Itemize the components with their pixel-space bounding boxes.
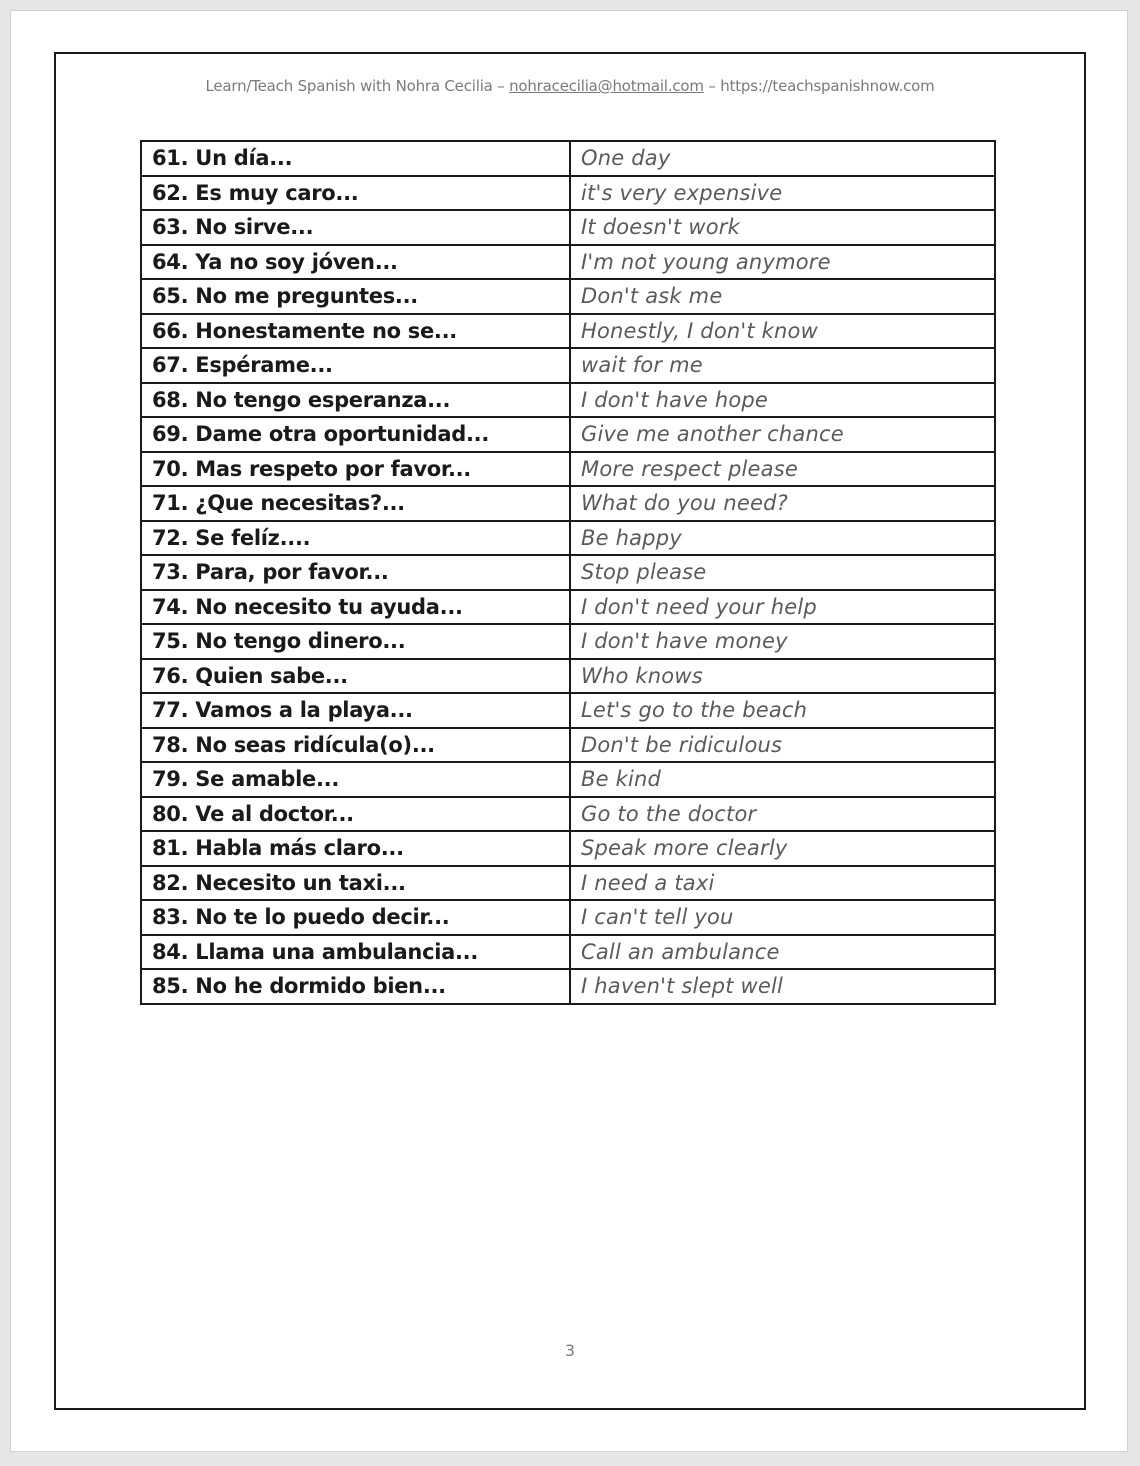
english-translation: Speak more clearly — [570, 831, 995, 866]
table-row — [141, 279, 995, 314]
english-translation: Let's go to the beach — [570, 693, 995, 728]
spanish-phrase: 61. Un día... — [141, 141, 570, 176]
english-translation: It doesn't work — [570, 210, 995, 245]
table-row — [141, 348, 995, 383]
table-row — [141, 797, 995, 832]
table-row — [141, 693, 995, 728]
table-row — [141, 900, 995, 935]
spanish-phrase: 85. No he dormido bien... — [141, 969, 570, 1004]
english-translation: Call an ambulance — [570, 935, 995, 970]
spanish-phrase: 80. Ve al doctor... — [141, 797, 570, 832]
spanish-phrase: 84. Llama una ambulancia... — [141, 935, 570, 970]
spanish-phrase: 63. No sirve... — [141, 210, 570, 245]
english-translation: One day — [570, 141, 995, 176]
english-translation: I need a taxi — [570, 866, 995, 901]
table-row — [141, 624, 995, 659]
english-translation: wait for me — [570, 348, 995, 383]
english-translation: I don't have hope — [570, 383, 995, 418]
table-row — [141, 141, 995, 176]
spanish-phrase: 75. No tengo dinero... — [141, 624, 570, 659]
table-row — [141, 831, 995, 866]
spanish-phrase: 82. Necesito un taxi... — [141, 866, 570, 901]
spanish-phrase: 74. No necesito tu ayuda... — [141, 590, 570, 625]
spanish-phrase: 62. Es muy caro... — [141, 176, 570, 211]
table-row — [141, 866, 995, 901]
spanish-phrase: 79. Se amable... — [141, 762, 570, 797]
page-number: 3 — [564, 1341, 576, 1360]
header-website: – https://teachspanishnow.com — [703, 77, 935, 95]
english-translation: Give me another chance — [570, 417, 995, 452]
spanish-phrase: 72. Se felíz.... — [141, 521, 570, 556]
spanish-phrase: 64. Ya no soy jóven... — [141, 245, 570, 280]
table-row — [141, 314, 995, 349]
table-row — [141, 728, 995, 763]
phrase-table — [140, 140, 996, 1005]
english-translation: More respect please — [570, 452, 995, 487]
spanish-phrase: 77. Vamos a la playa... — [141, 693, 570, 728]
english-translation: I don't need your help — [570, 590, 995, 625]
english-translation: Honestly, I don't know — [570, 314, 995, 349]
table-row — [141, 969, 995, 1004]
header-title: Learn/Teach Spanish with Nohra Cecilia – — [205, 77, 510, 95]
table-row — [141, 521, 995, 556]
table-row — [141, 762, 995, 797]
table-row — [141, 176, 995, 211]
english-translation: Don't be ridiculous — [570, 728, 995, 763]
spanish-phrase: 83. No te lo puedo decir... — [141, 900, 570, 935]
spanish-phrase: 81. Habla más claro... — [141, 831, 570, 866]
spanish-phrase: 76. Quien sabe... — [141, 659, 570, 694]
english-translation: Stop please — [570, 555, 995, 590]
spanish-phrase: 70. Mas respeto por favor... — [141, 452, 570, 487]
table-row — [141, 935, 995, 970]
english-translation: I can't tell you — [570, 900, 995, 935]
table-row — [141, 210, 995, 245]
english-translation: I'm not young anymore — [570, 245, 995, 280]
spanish-phrase: 71. ¿Que necesitas?... — [141, 486, 570, 521]
spanish-phrase: 67. Espérame... — [141, 348, 570, 383]
table-row — [141, 245, 995, 280]
english-translation: I don't have money — [570, 624, 995, 659]
phrase-table-body — [141, 141, 995, 1004]
english-translation: I haven't slept well — [570, 969, 995, 1004]
spanish-phrase: 69. Dame otra oportunidad... — [141, 417, 570, 452]
table-row — [141, 383, 995, 418]
spanish-phrase: 65. No me preguntes... — [141, 279, 570, 314]
english-translation: Don't ask me — [570, 279, 995, 314]
table-row — [141, 452, 995, 487]
header-email-link[interactable]: nohracecilia@hotmail.com — [509, 77, 704, 95]
english-translation: Who knows — [570, 659, 995, 694]
table-row — [141, 659, 995, 694]
spanish-phrase: 78. No seas ridícula(o)... — [141, 728, 570, 763]
table-row — [141, 417, 995, 452]
english-translation: Be happy — [570, 521, 995, 556]
english-translation: What do you need? — [570, 486, 995, 521]
spanish-phrase: 68. No tengo esperanza... — [141, 383, 570, 418]
page-header — [0, 77, 1140, 95]
english-translation: it's very expensive — [570, 176, 995, 211]
spanish-phrase: 73. Para, por favor... — [141, 555, 570, 590]
table-row — [141, 590, 995, 625]
spanish-phrase: 66. Honestamente no se... — [141, 314, 570, 349]
english-translation: Be kind — [570, 762, 995, 797]
table-row — [141, 555, 995, 590]
table-row — [141, 486, 995, 521]
english-translation: Go to the doctor — [570, 797, 995, 832]
